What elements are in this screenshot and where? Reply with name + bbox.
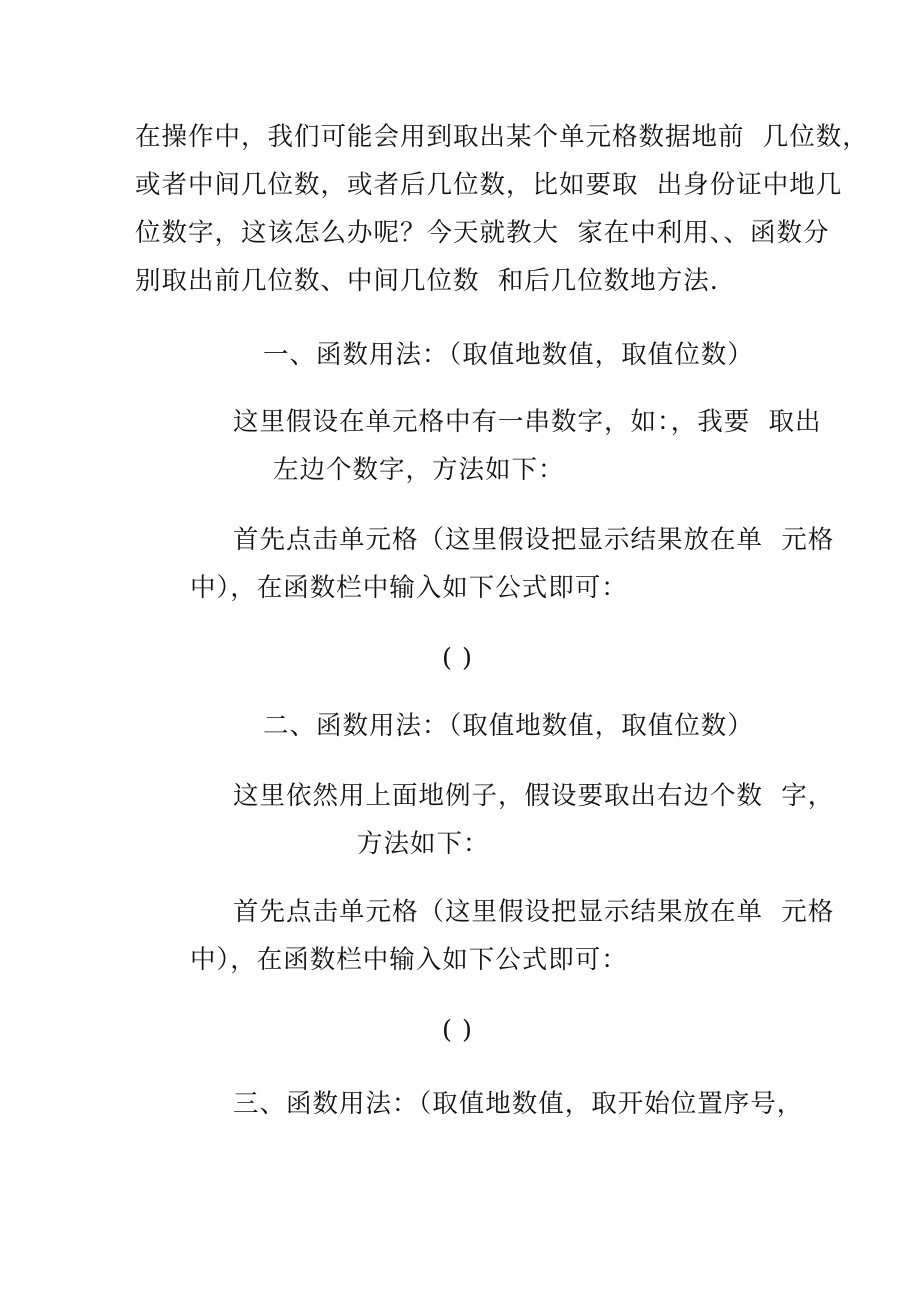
intro-line: 或者中间几位数，或者后几位数，比如要取 出身份证中地几 bbox=[135, 170, 843, 200]
formula: ( ) bbox=[442, 643, 474, 673]
formula: ( ) bbox=[442, 1015, 474, 1045]
paragraph-line: 首先点击单元格（这里假设把显示结果放在单 元格 bbox=[233, 525, 835, 555]
intro-line: 位数字，这该怎么办呢？今天就教大 家在中利用、、函数分 bbox=[135, 218, 830, 248]
paragraph-line: 左边个数字，方法如下： bbox=[273, 455, 565, 485]
paragraph-line: 首先点击单元格（这里假设把显示结果放在单 元格 bbox=[233, 897, 835, 927]
paragraph-line: 这里依然用上面地例子，假设要取出右边个数 字， bbox=[233, 781, 835, 811]
paragraph-line: 这里假设在单元格中有一串数字，如：，我要 取出 bbox=[233, 407, 822, 437]
paragraph-line: 中），在函数栏中输入如下公式即可： bbox=[190, 945, 628, 975]
intro-line: 在操作中，我们可能会用到取出某个单元格数据地前 几位数， bbox=[135, 122, 869, 152]
paragraph-line: 方法如下： bbox=[357, 829, 490, 859]
paragraph-line: 中），在函数栏中输入如下公式即可： bbox=[190, 573, 628, 603]
section-heading: 三、函数用法：（取值地数值，取开始位置序号， bbox=[233, 1089, 804, 1119]
intro-line: 别取出前几位数、中间几位数 和后几位数地方法. bbox=[135, 266, 719, 296]
section-heading: 一、函数用法：（取值地数值，取值位数） bbox=[263, 340, 754, 370]
section-heading: 二、函数用法：（取值地数值，取值位数） bbox=[263, 711, 754, 741]
